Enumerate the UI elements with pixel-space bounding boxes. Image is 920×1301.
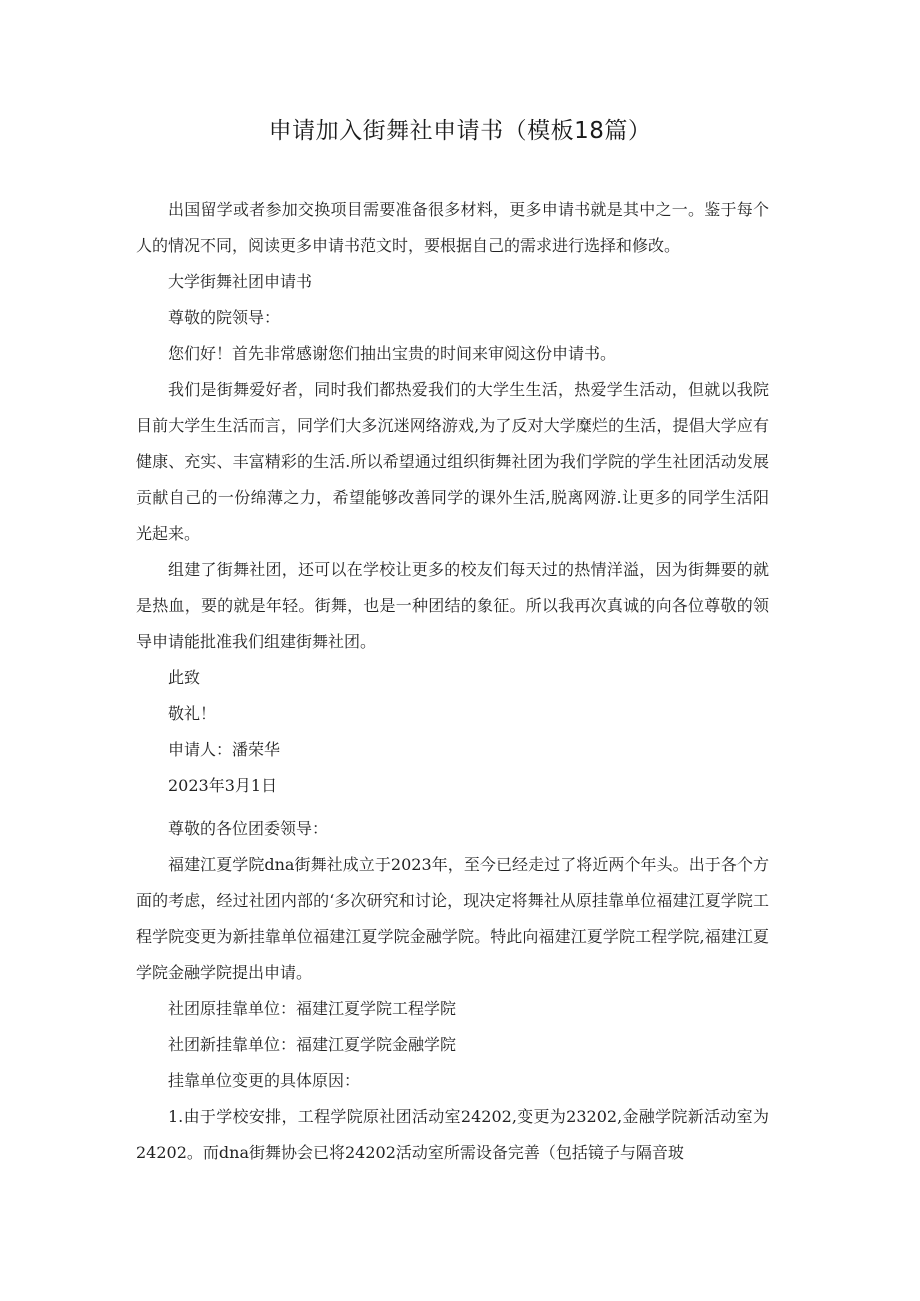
closing-line: 敬礼！ (168, 704, 217, 723)
section-heading: 大学街舞社团申请书 (168, 272, 313, 291)
applicant-line: 申请人：潘荣华 (168, 740, 281, 759)
salutation: 尊敬的各位团委领导： (168, 819, 329, 838)
body-paragraph: 我们是街舞爱好者，同时我们都热爱我们的大学生生活，热爱学生活动，但就以我院目前大学生生活而言，同学们大多沉迷网络游戏,为了反对大学糜烂的生活，提倡大学应有健康、充实、丰富精彩的生活.所以希望通过组织街舞社团为我们学院的学生社团活动发展贡献自己的一份绵薄之力，希望能够改善同学的课外生活,脱离网游.让更多的同学生活阳光起来。 (136, 380, 769, 543)
body-paragraph: 组建了街舞社团，还可以在学校让更多的校友们每天过的热情洋溢，因为街舞要的就是热血，要的就是年轻。街舞，也是一种团结的象征。所以我再次真诚的向各位尊敬的领导申请能批准我们组建街舞社团。 (136, 560, 769, 651)
document-title: 申请加入街舞社申请书（模板18篇） (268, 118, 652, 144)
reasons-heading: 挂靠单位变更的具体原因： (168, 1071, 361, 1090)
closing-line: 此致 (168, 668, 201, 687)
reason-item: 1.由于学校安排，工程学院原社团活动室24202,变更为23202,金融学院新活动室为24202。而dna街舞协会已将24202活动室所需设备完善（包括镜子与隔音玻 (136, 1107, 769, 1162)
intro-paragraph: 出国留学或者参加交换项目需要准备很多材料，更多申请书就是其中之一。鉴于每个人的情况不同，阅读更多申请书范文时，要根据自己的需求进行选择和修改。 (136, 200, 769, 255)
body-paragraph: 福建江夏学院dna街舞社成立于2023年，至今已经走过了将近两个年头。出于各个方面的考虑，经过社团内部的‘多次研究和讨论，现决定将舞社从原挂靠单位福建江夏学院工程学院变更为新挂靠单位福建江夏学院金融学院。特此向福建江夏学院工程学院,福建江夏学院金融学院提出申请。 (136, 855, 769, 982)
document-body (136, 192, 769, 1171)
original-unit-line: 社团原挂靠单位：福建江夏学院工程学院 (168, 999, 457, 1018)
new-unit-line: 社团新挂靠单位：福建江夏学院金融学院 (168, 1035, 457, 1054)
salutation: 尊敬的院领导： (168, 308, 281, 327)
greeting-paragraph: 您们好！首先非常感谢您们抽出宝贵的时间来审阅这份申请书。 (168, 344, 617, 363)
date-line: 2023年3月1日 (168, 776, 278, 795)
